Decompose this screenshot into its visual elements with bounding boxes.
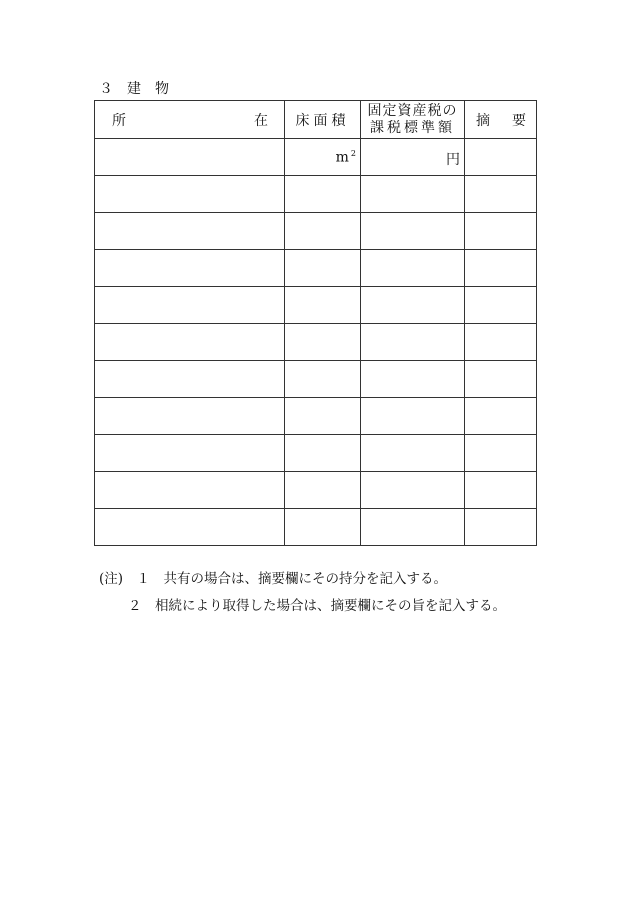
cell-remarks[interactable] [465, 176, 537, 213]
cell-tax-base[interactable] [361, 361, 465, 398]
cell-floor-area[interactable] [285, 250, 361, 287]
cell-floor-area[interactable] [285, 361, 361, 398]
cell-floor-area[interactable] [285, 176, 361, 213]
cell-location[interactable] [95, 435, 285, 472]
cell-tax-base[interactable] [361, 509, 465, 546]
cell-floor-area[interactable] [285, 324, 361, 361]
cell-remarks[interactable] [465, 139, 537, 176]
cell-remarks[interactable] [465, 398, 537, 435]
header-remarks-left: 摘 [476, 112, 490, 129]
note-2: ２ 相続により取得した場合は、摘要欄にその旨を記入する。 [128, 598, 506, 614]
cell-remarks[interactable] [465, 361, 537, 398]
cell-floor-area[interactable] [285, 287, 361, 324]
cell-remarks[interactable] [465, 472, 537, 509]
table-row [95, 509, 537, 546]
unit-yen: 円 [446, 152, 460, 168]
cell-location[interactable] [95, 176, 285, 213]
cell-location[interactable] [95, 139, 285, 176]
cell-floor-area[interactable] [285, 435, 361, 472]
building-table [94, 100, 537, 546]
cell-tax-base[interactable] [361, 435, 465, 472]
cell-location[interactable] [95, 324, 285, 361]
cell-floor-area[interactable] [285, 472, 361, 509]
cell-location[interactable] [95, 213, 285, 250]
cell-tax-base[interactable] [361, 139, 465, 176]
table-row [95, 361, 537, 398]
table-row [95, 287, 537, 324]
table-row [95, 213, 537, 250]
header-floor-area: 床面積 [285, 101, 361, 139]
table-row [95, 176, 537, 213]
header-remarks-right: 要 [512, 112, 526, 129]
cell-floor-area[interactable] [285, 139, 361, 176]
cell-remarks[interactable] [465, 509, 537, 546]
header-location [95, 101, 285, 139]
cell-floor-area[interactable] [285, 509, 361, 546]
unit-area: m [335, 149, 349, 166]
cell-location[interactable] [95, 250, 285, 287]
cell-location[interactable] [95, 361, 285, 398]
cell-floor-area[interactable] [285, 398, 361, 435]
cell-tax-base[interactable] [361, 398, 465, 435]
table-row [95, 250, 537, 287]
table-row [95, 139, 537, 176]
cell-remarks[interactable] [465, 213, 537, 250]
cell-tax-base[interactable] [361, 176, 465, 213]
header-tax-base-line1: 固定資産税の [367, 102, 458, 119]
cell-location[interactable] [95, 287, 285, 324]
cell-remarks[interactable] [465, 324, 537, 361]
table-row [95, 324, 537, 361]
cell-tax-base[interactable] [361, 324, 465, 361]
header-remarks [465, 101, 537, 139]
table-body [95, 139, 537, 546]
cell-remarks[interactable] [465, 435, 537, 472]
cell-remarks[interactable] [465, 250, 537, 287]
table-row [95, 472, 537, 509]
section-title: ３ 建 物 [99, 81, 169, 97]
cell-location[interactable] [95, 509, 285, 546]
cell-tax-base[interactable] [361, 213, 465, 250]
cell-tax-base[interactable] [361, 472, 465, 509]
cell-location[interactable] [95, 398, 285, 435]
table-header-row [95, 101, 537, 139]
unit-area-superscript: 2 [350, 149, 356, 158]
header-location-right: 在 [254, 112, 268, 129]
header-tax-base-line2: 課税標準額 [370, 119, 455, 136]
cell-floor-area[interactable] [285, 213, 361, 250]
header-tax-base [361, 101, 465, 139]
cell-remarks[interactable] [465, 287, 537, 324]
header-location-left: 所 [112, 112, 126, 129]
table-row [95, 398, 537, 435]
cell-tax-base[interactable] [361, 250, 465, 287]
table-row [95, 435, 537, 472]
note-1: (注) １ 共有の場合は、摘要欄にその持分を記入する。 [99, 571, 448, 587]
cell-tax-base[interactable] [361, 287, 465, 324]
cell-location[interactable] [95, 472, 285, 509]
